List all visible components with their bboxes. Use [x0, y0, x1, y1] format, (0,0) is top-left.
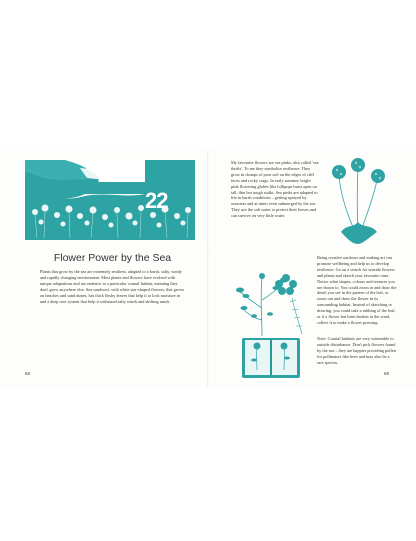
section-title: Flower Power by the Sea — [53, 252, 172, 264]
right-paragraph-3: Note: Coastal habitats are very vulnerable to outside disturbance. Don't pick flowers found by the sea – they are happier providing pollen for pollinators like bees and may also be a rare species. — [317, 336, 396, 365]
left-paragraph: Plants that grow by the sea are extremely resilient, adapted to a harsh, salty, windy and rapidly changing environment. Most plants and flowers have evolved with unique adaptations and are endemic to a particular coastal habitat, meaning they don't grow anywhere else. Sea sandwort, with white star-shaped flowers, that grows on beaches and sand dunes, has thick fleshy leaves that help it to lock moisture in and a deep root system that help it withstand salty winds and shifting sands. — [40, 269, 185, 305]
left-body-text — [40, 269, 186, 310]
coastal-cliff-illustration — [25, 160, 195, 240]
chapter-number: 22 — [145, 188, 168, 213]
page-number-left: 68 — [25, 371, 31, 376]
sea-pink-illustration — [327, 158, 389, 246]
pressed-flower-book-illustration — [240, 332, 302, 380]
flower-sketch-icon — [269, 268, 303, 302]
right-paragraph-1: My favourite flowers are sea pinks, also called 'sea thrifts'. To me they symbolise resilience. They grow in clumps of poor soil on the edges of cliff faces and rocky crags. In early summer, bright pink flowering globes like lollipops burst open on tall, thin but tough stalks. Sea pinks are adapted to life in harsh conditions – getting sprayed by seawater and at times even submerged by the sea. They use the salt water to protect their leaves and can survive on very little water. — [231, 160, 319, 219]
page-number-right: 69 — [384, 371, 390, 376]
book-spread — [0, 150, 416, 388]
right-paragraph-2: Being creative outdoors and making art can promote wellbeing and help us to develop resilience. Go on a search for seaside flowers and plants and sketch your favourite ones. Notice what shapes, colours and textures you are drawn to. You could zoom in and draw the detail you see in the pattern of the leaf, or zoom out and draw the flower in its surrounding habitat. Instead of sketching or drawing, you could take a rubbing of the leaf, or if a flower has been broken in the wind, collect it to make a flower pressing. — [317, 255, 397, 325]
right-body-text-2 — [317, 255, 397, 330]
right-body-text-1 — [231, 160, 319, 223]
gutter — [207, 150, 209, 388]
right-body-text-3 — [317, 336, 397, 370]
